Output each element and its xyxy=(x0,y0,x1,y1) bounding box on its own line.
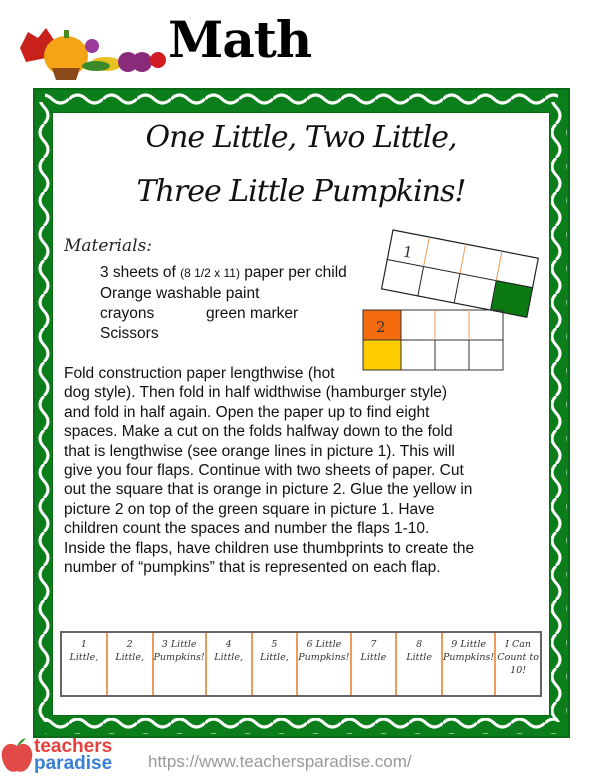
brand-line1: teachers xyxy=(34,736,113,757)
website-url[interactable]: https://www.teachersparadise.com/ xyxy=(148,752,412,771)
harvest-fruit-icon xyxy=(16,18,166,80)
flap-cell: 4 Little, xyxy=(207,633,253,695)
instruction-line: out the square that is orange in picture 2. Glue the yellow in xyxy=(64,481,473,499)
page-title: Math xyxy=(168,10,312,69)
flap-cell: 1 Little, xyxy=(62,633,108,695)
flap-cell: 6 Little Pumpkins! xyxy=(298,633,351,695)
flap-strip xyxy=(60,631,542,697)
worksheet-title-line1: One Little, Two Little, xyxy=(145,120,457,155)
material-item: Orange washable paint xyxy=(100,285,260,302)
flap-cell: 9 Little Pumpkins! xyxy=(443,633,496,695)
picture-1 xyxy=(382,230,539,317)
picture-2 xyxy=(363,310,503,370)
instruction-line: and fold in half again. Open the paper up to find eight xyxy=(64,403,430,421)
flap-cell: I Can Count to 10! xyxy=(497,639,539,676)
instruction-line: number of “pumpkins” that is represented on each flap. xyxy=(64,559,441,577)
instructions xyxy=(64,364,544,577)
worksheet-title-line2: Three Little Pumpkins! xyxy=(136,174,466,209)
material-item: Scissors xyxy=(100,325,159,342)
material-item: crayons xyxy=(100,305,155,322)
instruction-line: dog style). Then fold in half widthwise (hamburger style) xyxy=(64,384,448,402)
instruction-line: Fold construction paper lengthwise (hot xyxy=(64,365,335,382)
svg-text:1: 1 xyxy=(401,242,415,262)
flap-cell: 3 Little Pumpkins! xyxy=(154,633,207,695)
brand-line2: paradise xyxy=(34,753,113,774)
flap-cell: 8 Little xyxy=(397,633,443,695)
svg-text:2: 2 xyxy=(376,318,386,336)
folding-diagram xyxy=(355,222,555,372)
flap-cell: 2 Little, xyxy=(108,633,154,695)
materials-heading: Materials: xyxy=(64,236,153,256)
instruction-line: spaces. Make a cut on the folds halfway down to the fold xyxy=(64,423,453,441)
teachers-paradise-logo[interactable] xyxy=(0,736,112,774)
flap-cell: 5 Little, xyxy=(253,633,299,695)
apple-icon xyxy=(0,736,34,774)
instruction-line: Inside the flaps, have children use thumbprints to create the xyxy=(64,539,475,557)
instruction-line: picture 2 on top of the green square in picture 1. Have xyxy=(64,500,435,518)
material-item: green marker xyxy=(206,305,299,322)
instruction-line: that is lengthwise (see orange lines in picture 1). This will xyxy=(64,442,455,460)
flap-cell: 7 Little xyxy=(352,633,398,695)
material-item: 3 sheets of (8 1/2 x 11) paper per child xyxy=(100,264,347,281)
instruction-line: children count the spaces and number the flaps 1-10. xyxy=(64,520,430,538)
instruction-line: give you four flaps. Continue with two sheets of paper. Cut xyxy=(64,462,464,480)
